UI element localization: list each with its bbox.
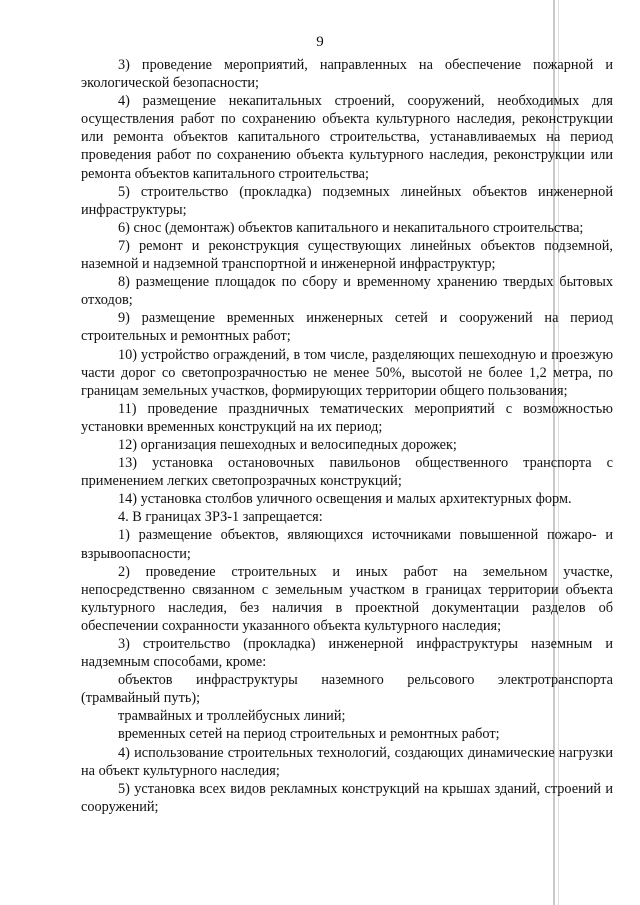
paragraph: 10) устройство ограждений, в том числе, разделяющих пешеходную и проезжую части дорог со светопрозрачностью не менее 50%, высотой не более 1,2 метра, по границам земельных участков, формирующих территории общего пользования;: [81, 346, 613, 399]
paragraph: 4) использование строительных технологий, создающих динамические нагрузки на объект культурного наследия;: [81, 744, 613, 779]
paragraph: 5) строительство (прокладка) подземных линейных объектов инженерной инфраструктуры;: [81, 183, 613, 218]
paragraph: временных сетей на период строительных и ремонтных работ;: [118, 726, 500, 743]
paragraph: 3) строительство (прокладка) инженерной инфраструктуры наземным и надземным способами, кроме:: [81, 636, 613, 671]
paragraph: 5) установка всех видов рекламных конструкций на крышах зданий, строений и сооружений;: [81, 780, 613, 815]
page-number: 9: [316, 34, 324, 50]
paragraph: 3) проведение мероприятий, направленных на обеспечение пожарной и экологической безопасности;: [81, 57, 613, 92]
paragraph: 14) установка столбов уличного освещения и малых архитектурных форм.: [118, 491, 572, 508]
paragraph: 4) размещение некапитальных строений, сооружений, необходимых для осуществления работ по сохранению объекта культурного наследия, реконструкции или ремонта объектов капитального строительства, устанавливаемых на период проведения работ по сохранению объекта культурного наследия, реконструкции или ремонта объектов капитального строительства;: [81, 93, 613, 182]
paragraph: 13) установка остановочных павильонов общественного транспорта с применением легких светопрозрачных конструкций;: [81, 455, 613, 490]
paragraph: 2) проведение строительных и иных работ на земельном участке, непосредственно связанном с земельным участком в границах территории объекта культурного наследия, без наличия в проектной документации разделов об обеспечении сохранности указанного объекта культурного наследия;: [81, 563, 613, 634]
paragraph: 11) проведение праздничных тематических мероприятий с возможностью установки временных конструкций на их период;: [81, 400, 613, 435]
paragraph: трамвайных и троллейбусных линий;: [118, 708, 346, 725]
paragraph: 9) размещение временных инженерных сетей и сооружений на период строительных и ремонтных работ;: [81, 310, 613, 345]
paragraph: 6) снос (демонтаж) объектов капитального и некапитального строительства;: [118, 219, 584, 236]
paragraph: 7) ремонт и реконструкция существующих линейных объектов подземной, наземной и надземной транспортной и инженерной инфраструктур;: [81, 237, 613, 273]
paragraph: 1) размещение объектов, являющихся источниками повышенной пожаро- и взрывоопасности;: [81, 527, 613, 562]
paragraph: объектов инфраструктуры наземного рельсового электротранспорта (трамвайный путь);: [81, 672, 613, 707]
paragraph: 8) размещение площадок по сбору и временному хранению твердых бытовых отходов;: [81, 274, 613, 309]
document-body: [81, 56, 613, 816]
section-heading: 4. В границах ЗРЗ-1 запрещается:: [118, 509, 323, 526]
paragraph: 12) организация пешеходных и велосипедных дорожек;: [118, 436, 457, 453]
